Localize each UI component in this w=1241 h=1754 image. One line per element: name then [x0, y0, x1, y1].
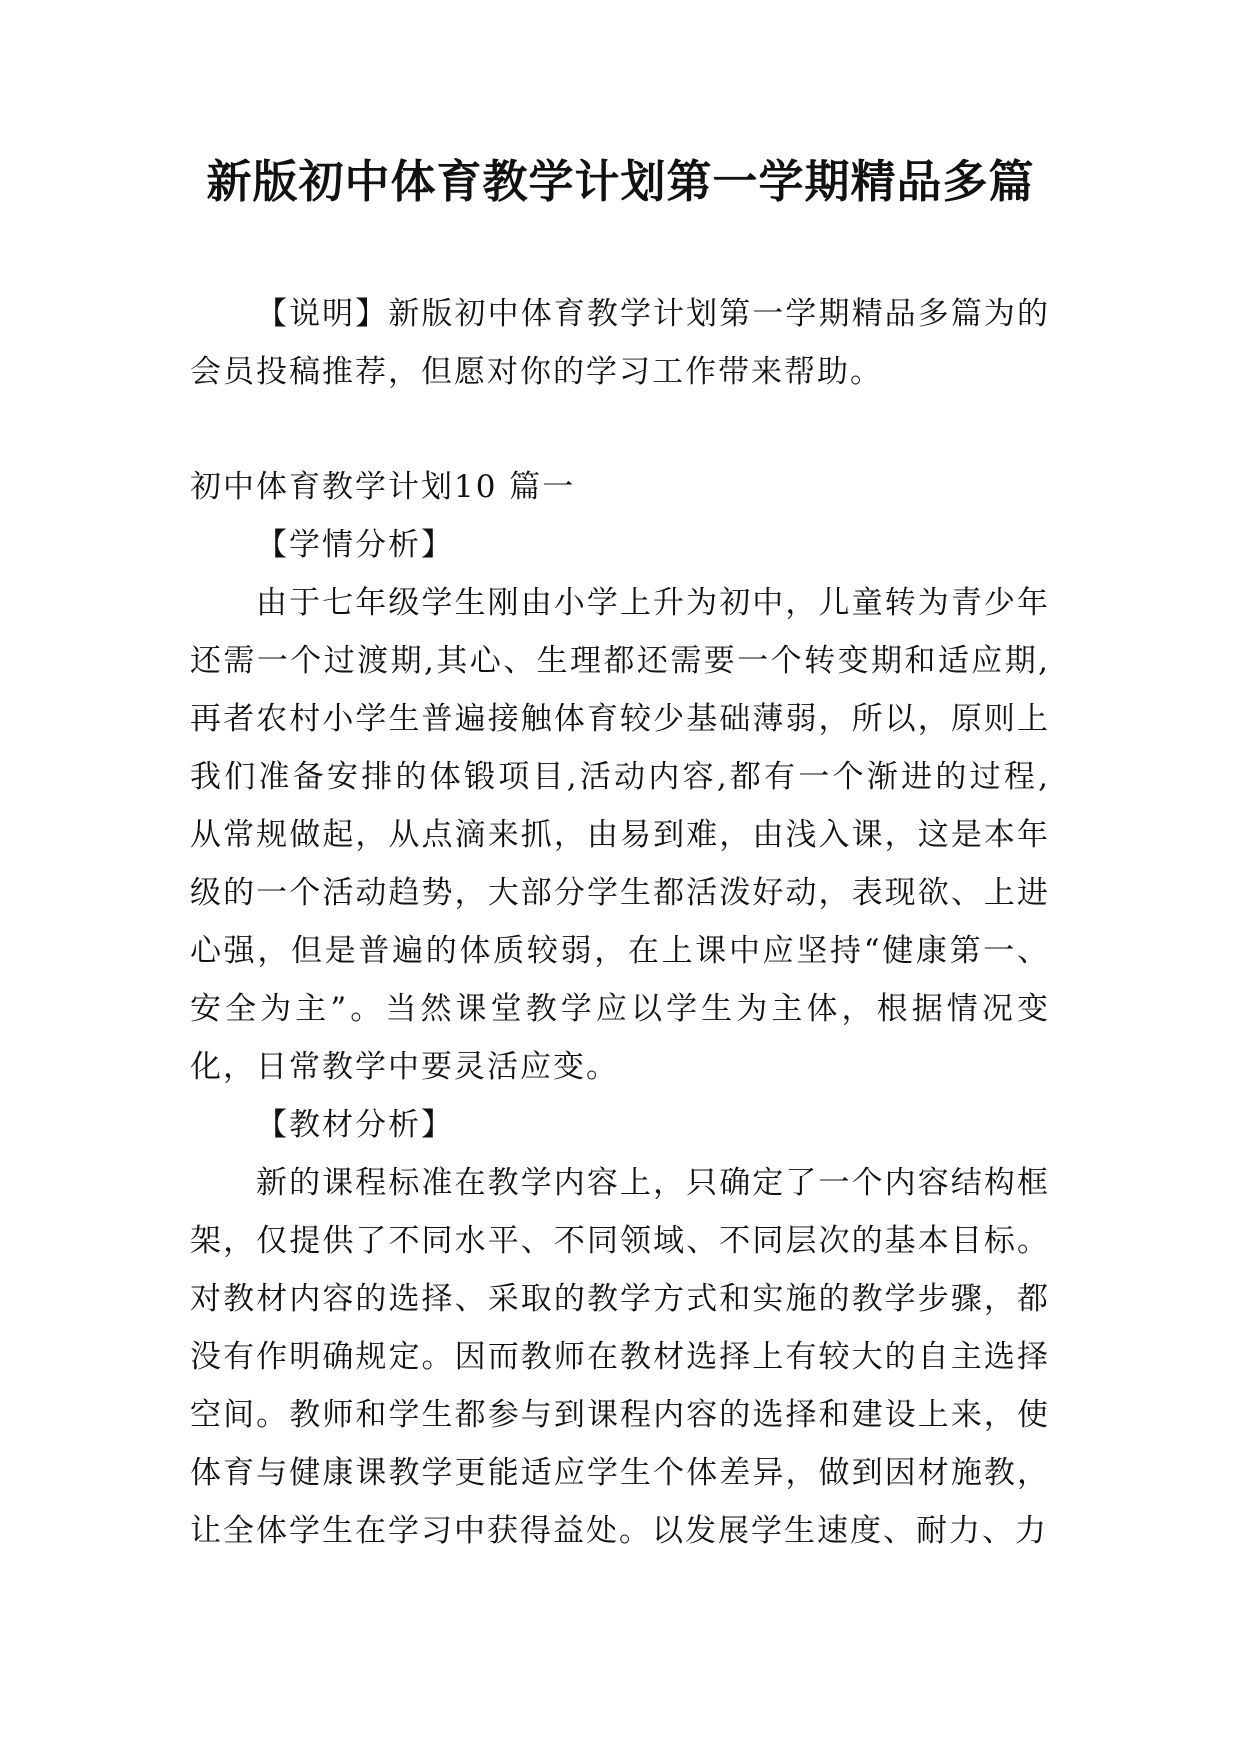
- paragraph-textbook-analysis: 新的课程标准在教学内容上，只确定了一个内容结构框架，仅提供了不同水平、不同领域、不同层次的基本目标。对教材内容的选择、采取的教学方式和实施的教学步骤，都没有作明确规定。因而教师在教材选择上有较大的自主选择空间。教师和学生都参与到课程内容的选择和建设上来，使体育与健康课教学更能适应学生个体差异，做到因材施教，让全体学生在学习中获得益处。以发展学生速度、耐力、力: [190, 1165, 1050, 1549]
- section-title: 初中体育教学计划10 篇一: [190, 469, 576, 505]
- paragraph-learning-analysis: 由于七年级学生刚由小学上升为初中，儿童转为青少年还需一个过渡期,其心、生理都还需要一个转变期和适应期,再者农村小学生普遍接触体育较少基础薄弱，所以，原则上我们准备安排的体锻项目,活动内容,都有一个渐进的过程,从常规做起，从点滴来抓，由易到难，由浅入课，这是本年级的一个活动趋势，大部分学生都活泼好动，表现欲、上进心强，但是普遍的体质较弱，在上课中应坚持“健康第一、安全为主”。当然课堂教学应以学生为主体，根据情况变化，日常教学中要灵活应变。: [190, 585, 1050, 1085]
- section-content: [190, 516, 1050, 1560]
- document-title: 新版初中体育教学计划第一学期精品多篇: [206, 155, 1035, 208]
- heading-learning-analysis: 【学情分析】: [256, 527, 454, 563]
- heading-textbook-analysis: 【教材分析】: [256, 1107, 454, 1143]
- intro-paragraph: 【说明】新版初中体育教学计划第一学期精品多篇为的会员投稿推荐，但愿对你的学习工作带来帮助。: [190, 296, 1050, 390]
